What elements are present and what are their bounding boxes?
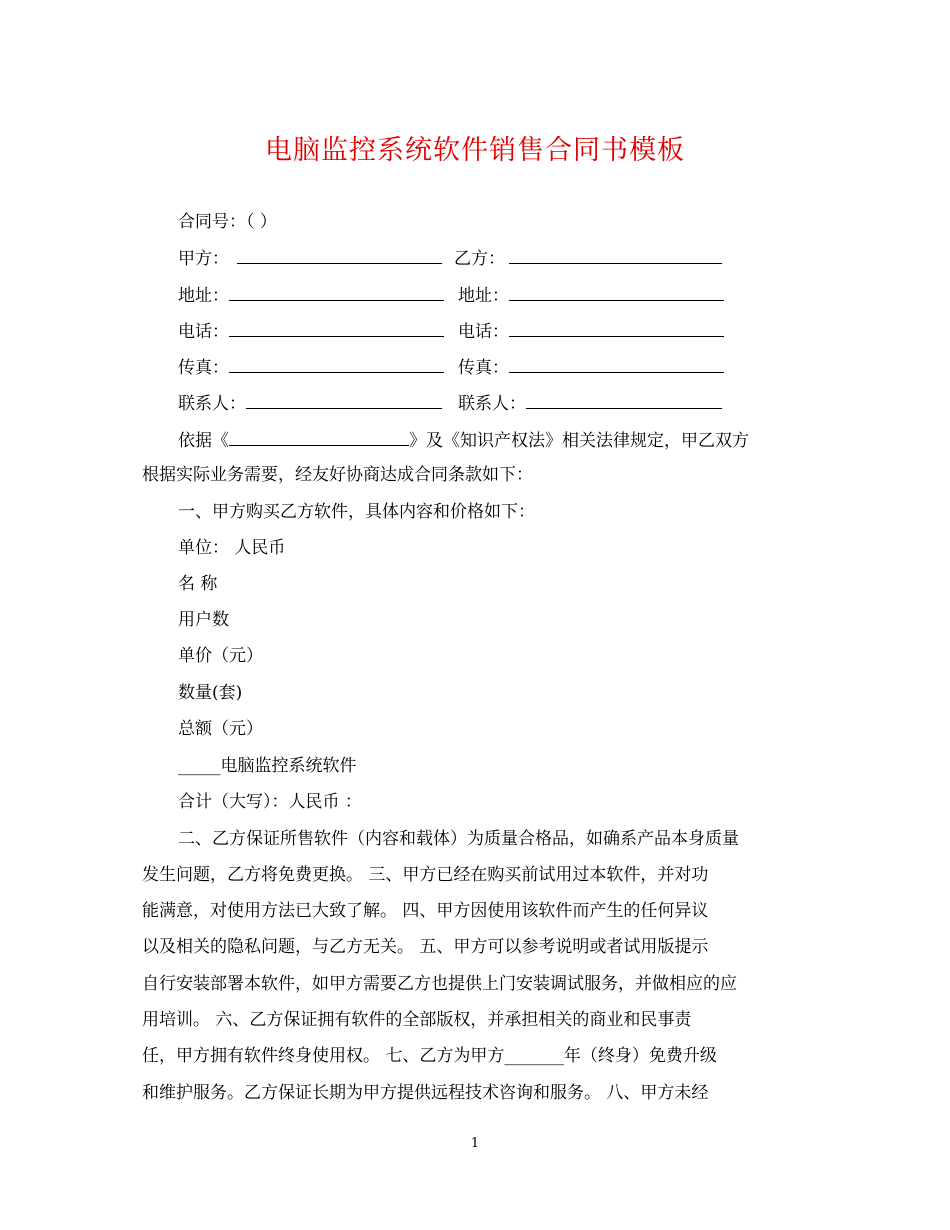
party-a-field [178,247,442,270]
party-b-blank [509,247,722,264]
body-line: 自行安装部署本软件，如甲方需要乙方也提供上门安装调试服务，并做相应的应 [142,974,737,994]
phone-b-label: 电话： [458,322,509,342]
clause-1: 一、甲方购买乙方软件，具体内容和价格如下： [178,502,535,522]
unit-line: 单位： 人民币 [178,538,286,558]
body-line: 和维护服务。乙方保证长期为甲方提供远程技术咨询和服务。 八、甲方未经 [142,1083,709,1103]
body-line: 以及相关的隐私问题，与乙方无关。 五、甲方可以参考说明或者试用版提示 [142,937,709,957]
total-line: 总额（元） [178,719,263,739]
phone-b-field [458,320,724,343]
body-line: 任，甲方拥有软件终身使用权。 七、乙方为甲方_______年（终身）免费升级 [142,1046,717,1066]
name-line: 名 称 [178,574,218,594]
phone-a-blank [229,320,444,337]
address-b-label: 地址： [458,286,509,306]
fax-b-blank [509,356,724,373]
phone-a-label: 电话： [178,322,229,342]
basis-line-2: 根据实际业务需要，经友好协商达成合同条款如下： [142,465,533,485]
address-a-blank [229,284,444,301]
body-line: 二、乙方保证所售软件（内容和载体）为质量合格品，如确系产品本身质量 [178,829,739,849]
basis-prefix: 依据《 [178,431,229,451]
product-line: _____电脑监控系统软件 [178,756,357,776]
contact-a-blank [246,392,442,409]
fax-b-field [458,356,724,379]
body-line: 发生问题，乙方将免费更换。 三、甲方已经在购买前试用过本软件，并对功 [142,865,709,885]
fax-a-field [178,356,444,379]
document-title: 电脑监控系统软件销售合同书模板 [265,135,685,166]
contact-a-field [178,392,442,415]
party-b-label: 乙方： [454,249,505,269]
users-line: 用户数 [178,610,229,630]
address-b-blank [509,284,724,301]
unit-price-line: 单价（元） [178,646,263,666]
contact-a-label: 联系人： [178,394,246,414]
phone-b-blank [509,320,724,337]
contact-b-blank [526,392,722,409]
contact-b-field [458,392,722,415]
basis-line-1 [178,429,749,452]
contract-number: 合同号：（ ） [178,212,277,232]
contact-b-label: 联系人： [458,394,526,414]
basis-suffix: 》及《知识产权法》相关法律规定，甲乙双方 [409,431,749,451]
body-line: 用培训。 六、乙方保证拥有软件的全部版权，并承担相关的商业和民事责 [142,1010,692,1030]
quantity-line: 数量(套) [178,683,243,703]
address-a-label: 地址： [178,286,229,306]
body-line: 能满意，对使用方法已大致了解。 四、甲方因使用该软件而产生的任何异议 [142,901,709,921]
party-a-blank [237,247,442,264]
page-number: 1 [470,1136,480,1151]
party-b-field [454,247,722,270]
address-a-field [178,284,444,307]
fax-a-label: 传真： [178,358,229,378]
party-a-label: 甲方： [178,249,229,269]
address-b-field [458,284,724,307]
fax-a-blank [229,356,444,373]
phone-a-field [178,320,444,343]
fax-b-label: 传真： [458,358,509,378]
law-name-blank [229,429,409,446]
sum-line: 合计（大写）：人民币 ： [178,792,362,812]
